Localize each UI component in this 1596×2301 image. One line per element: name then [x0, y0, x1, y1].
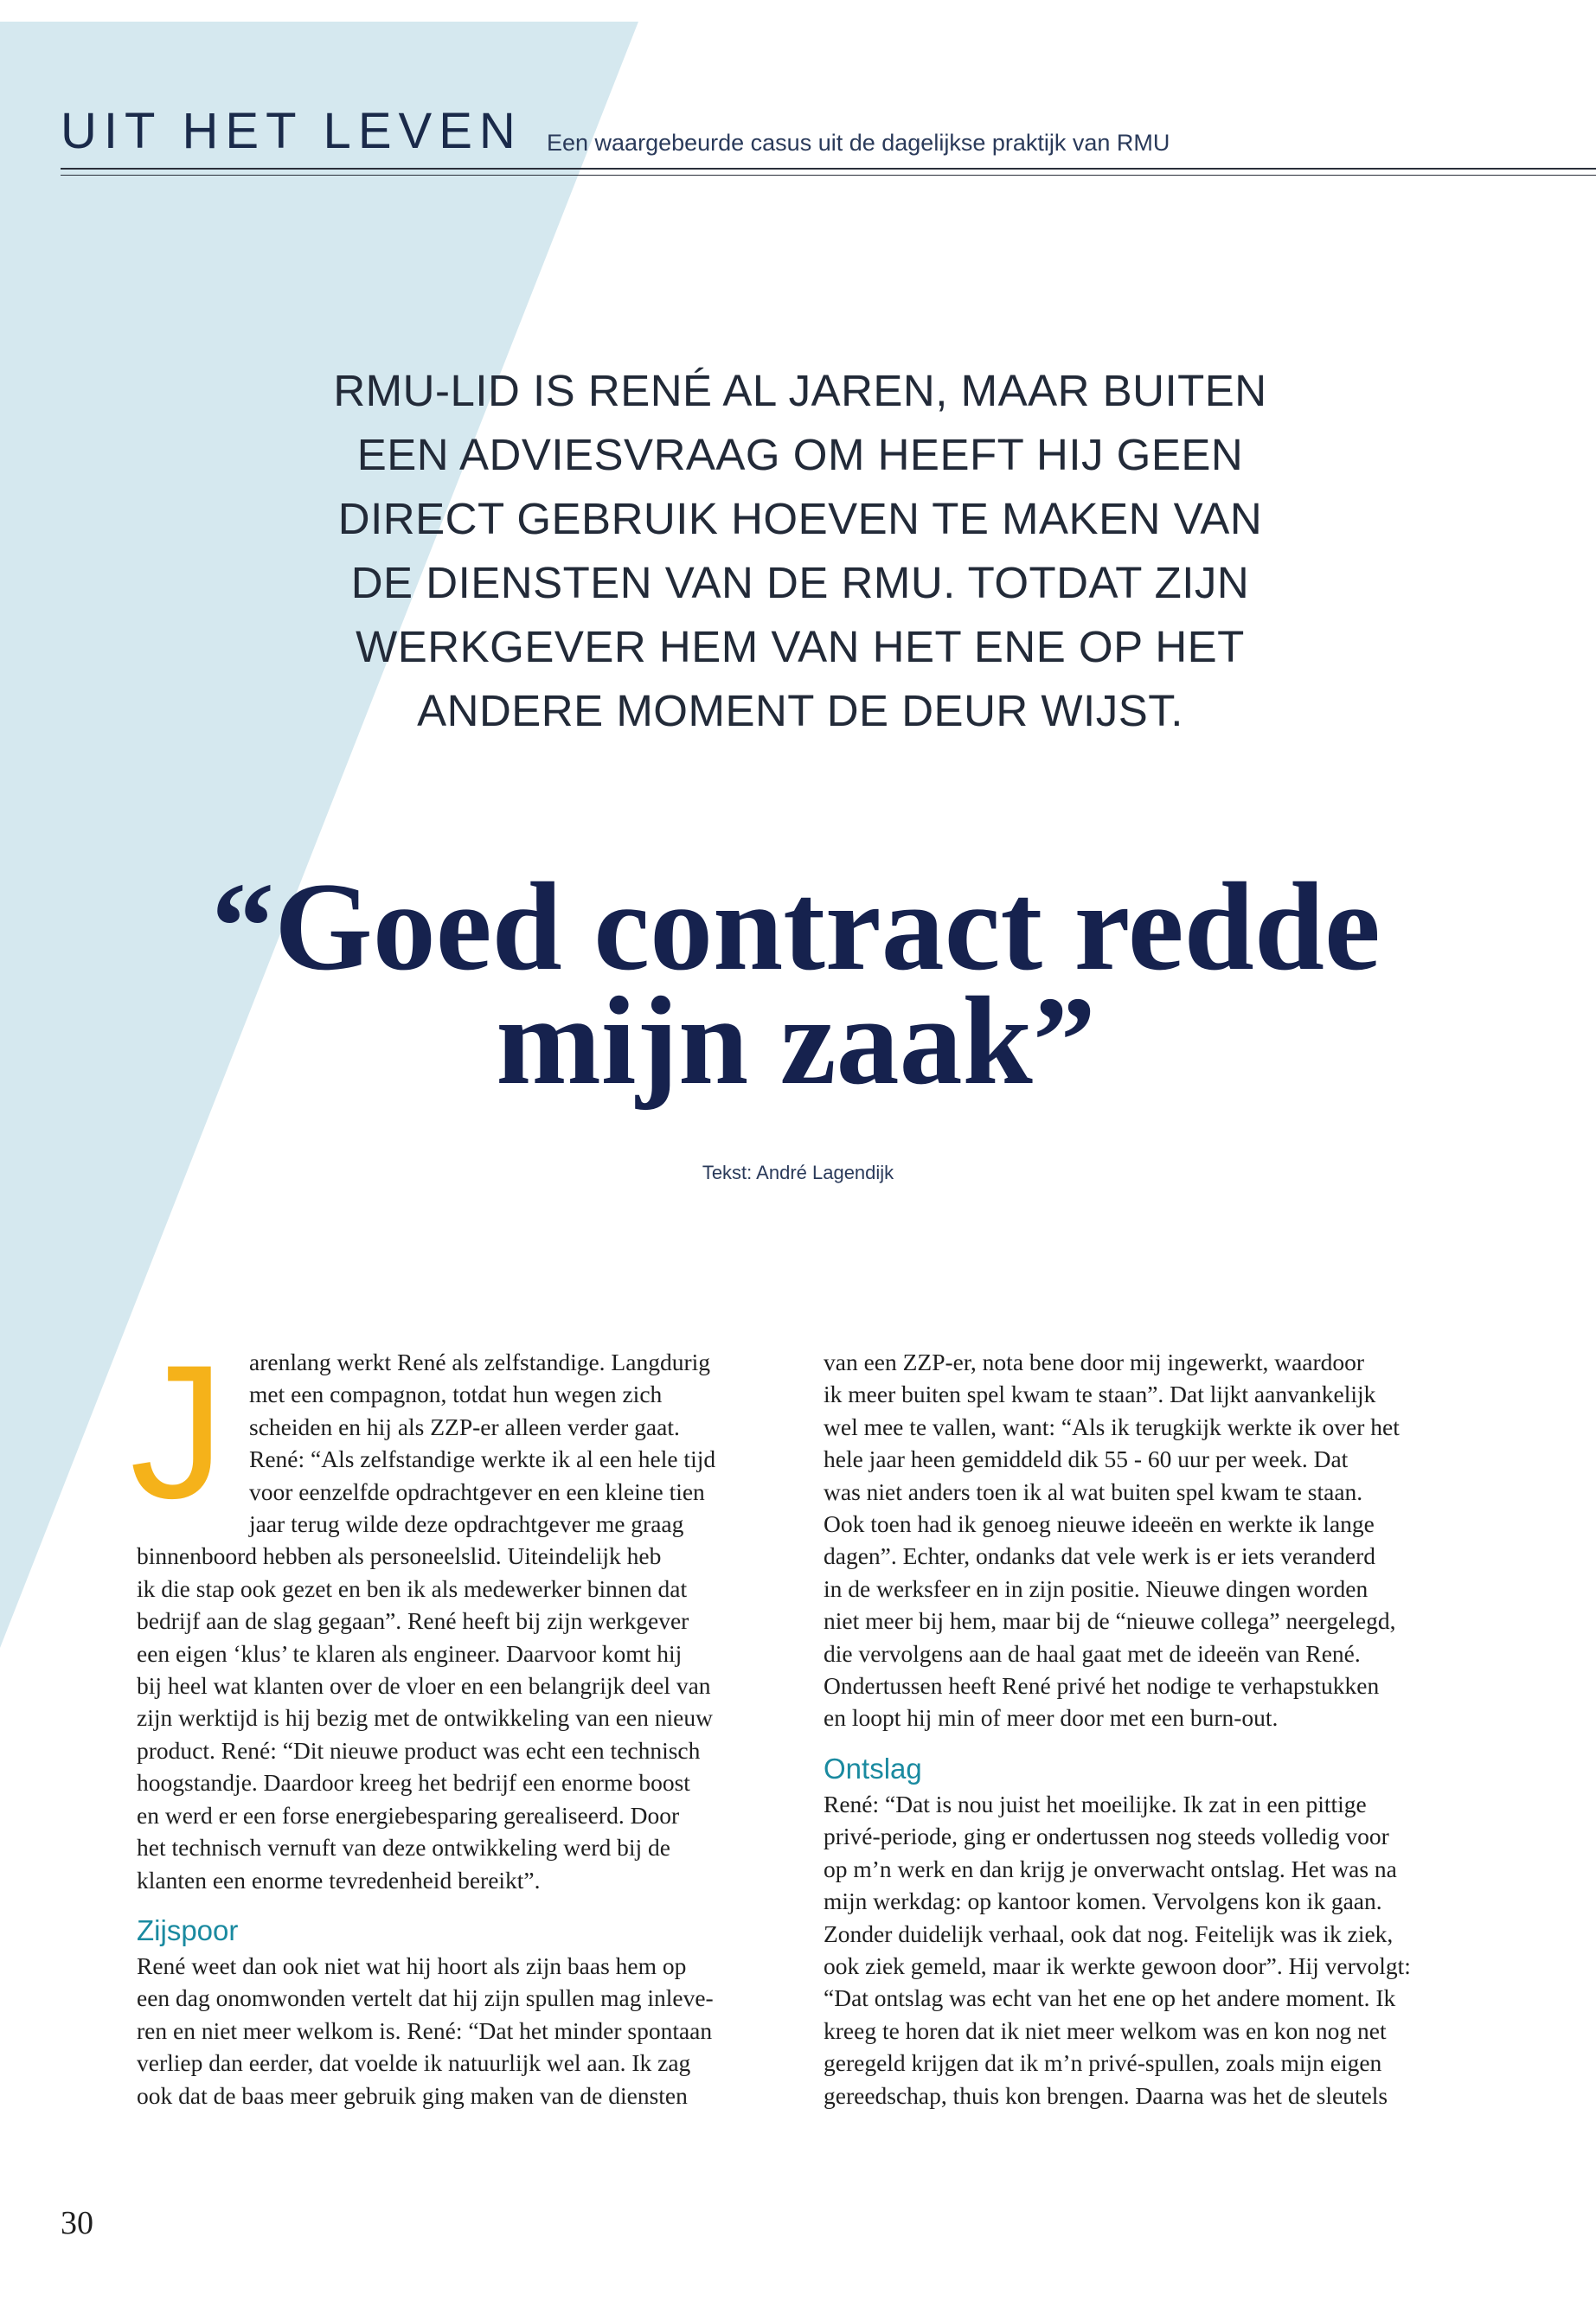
text-line: met een compagnon, totdat hun wegen zich	[249, 1381, 663, 1408]
text-line: was niet anders toen ik al wat buiten spel kwam te staan.	[824, 1477, 1363, 1505]
text-line: zijn werktijd is hij bezig met de ontwikkeling van een nieuw	[137, 1704, 713, 1732]
intro-line: WERKGEVER HEM VAN HET ENE OP HET	[356, 622, 1245, 671]
text-line: dagen”. Echter, ondanks dat vele werk is er iets veranderd	[824, 1542, 1376, 1570]
text-line: bij heel wat klanten over de vloer en een belangrijk deel van	[137, 1672, 711, 1700]
text-line: in de werksfeer en in zijn positie. Nieuwe dingen worden	[824, 1574, 1368, 1602]
text-line: die vervolgens aan de haal gaat met de ideeën van René.	[824, 1639, 1361, 1667]
intro-line: DE DIENSTEN VAN DE RMU. TOTDAT ZIJN	[350, 558, 1250, 607]
text-line: geregeld krijgen dat ik m’n privé-spullen, zoals mijn eigen	[824, 2049, 1382, 2077]
text-line: arenlang werkt René als zelfstandige. Langdurig	[249, 1349, 710, 1375]
header-rule-thin	[61, 175, 1596, 176]
text-line: Zonder duidelijk verhaal, ook dat nog. Feitelijk was ik ziek,	[824, 1920, 1394, 1947]
text-line: scheiden en hij als ZZP-er alleen verder gaat.	[249, 1413, 680, 1440]
headline-line-1: “Goed contract redde	[211, 856, 1381, 997]
text-line: ook dat de baas meer gebruik ging maken van de diensten	[137, 2081, 688, 2109]
intro-line: DIRECT GEBRUIK HOEVEN TE MAKEN VAN	[337, 494, 1263, 543]
text-line: René: “Als zelfstandige werkte ik al een hele tijd	[249, 1445, 716, 1473]
subhead-zijspoor: Zijspoor	[137, 1913, 239, 1946]
text-line: mijn werkdag: op kantoor komen. Vervolgens kon ik gaan.	[824, 1888, 1382, 1915]
article-headline	[104, 856, 1488, 1111]
text-line: verliep dan eerder, dat voelde ik natuurlijk wel aan. Ik zag	[137, 2049, 691, 2077]
text-line: het technisch vernuft van deze ontwikkeling werd bij de	[137, 1834, 671, 1862]
headline-line-2: mijn zaak”	[496, 971, 1096, 1111]
text-line: privé-periode, ging er ondertussen nog steeds volledig voor	[824, 1823, 1389, 1850]
intro-paragraph	[311, 359, 1289, 743]
text-line: niet meer bij hem, maar bij de “nieuwe collega” neergelegd,	[824, 1607, 1396, 1635]
text-line: hele jaar heen gemiddeld dik 55 - 60 uur per week. Dat	[824, 1445, 1349, 1473]
intro-line: ANDERE MOMENT DE DEUR WIJST.	[417, 686, 1183, 735]
text-line: op m’n werk en dan krijg je onverwacht ontslag. Het was na	[824, 1855, 1397, 1882]
text-line: en werd er een forse energiebesparing gerealiseerd. Door	[137, 1801, 680, 1829]
text-line: Ook toen had ik genoeg nieuwe ideeën en werkte ik lange	[824, 1510, 1375, 1538]
text-line: van een ZZP-er, nota bene door mij ingewerkt, waardoor	[824, 1349, 1365, 1375]
byline: Tekst: André Lagendijk	[702, 1162, 894, 1183]
text-line: wel mee te vallen, want: “Als ik terugkijk werkte ik over het	[824, 1413, 1400, 1440]
text-line: “Dat ontslag was echt van het ene op het andere moment. Ik	[824, 1984, 1396, 2012]
drop-cap: J	[130, 1325, 225, 1538]
intro-line: RMU-LID IS RENÉ AL JAREN, MAAR BUITEN	[333, 366, 1267, 415]
text-line: jaar terug wilde deze opdrachtgever me graag	[249, 1510, 684, 1538]
text-line: een dag onomwonden vertelt dat hij zijn spullen mag inleve-	[137, 1984, 714, 2012]
left-column	[137, 1346, 777, 2112]
text-line: klanten een enorme tevredenheid bereikt”.	[137, 1866, 541, 1894]
text-line: binnenboord hebben als personeelslid. Uiteindelijk heb	[137, 1542, 662, 1570]
header-rule	[61, 168, 1596, 170]
text-line: bedrijf aan de slag gegaan”. René heeft bij zijn werkgever	[137, 1607, 689, 1635]
right-column	[824, 1346, 1464, 2112]
text-line: ik die stap ook gezet en ben ik als medewerker binnen dat	[137, 1574, 688, 1602]
intro-line: EEN ADVIESVRAAG OM HEEFT HIJ GEEN	[356, 430, 1244, 479]
text-line: ren en niet meer welkom is. René: “Dat het minder spontaan	[137, 2016, 713, 2044]
text-line: een eigen ‘klus’ te klaren als engineer. Daarvoor komt hij	[137, 1639, 683, 1667]
text-line: ook ziek gemeld, maar ik werkte gewoon door”. Hij vervolgt:	[824, 1952, 1411, 1979]
page-number: 30	[61, 2205, 93, 2241]
text-line: ik meer buiten spel kwam te staan”. Dat lijkt aanvankelijk	[824, 1381, 1376, 1408]
text-line: gereedschap, thuis kon brengen. Daarna was het de sleutels	[824, 2081, 1388, 2109]
subhead-ontslag: Ontslag	[824, 1752, 922, 1785]
text-line: kreeg te horen dat ik niet meer welkom was en kon nog net	[824, 2016, 1387, 2044]
text-line: Ondertussen heeft René privé het nodige te verhapstukken	[824, 1672, 1380, 1700]
section-title: UIT HET LEVEN	[61, 103, 522, 159]
text-line: voor eenzelfde opdrachtgever en een kleine tien	[249, 1477, 705, 1505]
text-line: product. René: “Dit nieuwe product was echt een technisch	[137, 1736, 701, 1764]
text-line: René weet dan ook niet wat hij hoort als zijn baas hem op	[137, 1952, 687, 1979]
section-subtitle: Een waargebeurde casus uit de dagelijkse praktijk van RMU	[547, 130, 1170, 156]
text-line: hoogstandje. Daardoor kreeg het bedrijf een enorme boost	[137, 1769, 690, 1797]
text-line: en loopt hij min of meer door met een burn-out.	[824, 1704, 1279, 1732]
text-line: René: “Dat is nou juist het moeilijke. Ik zat in een pittige	[824, 1790, 1367, 1817]
